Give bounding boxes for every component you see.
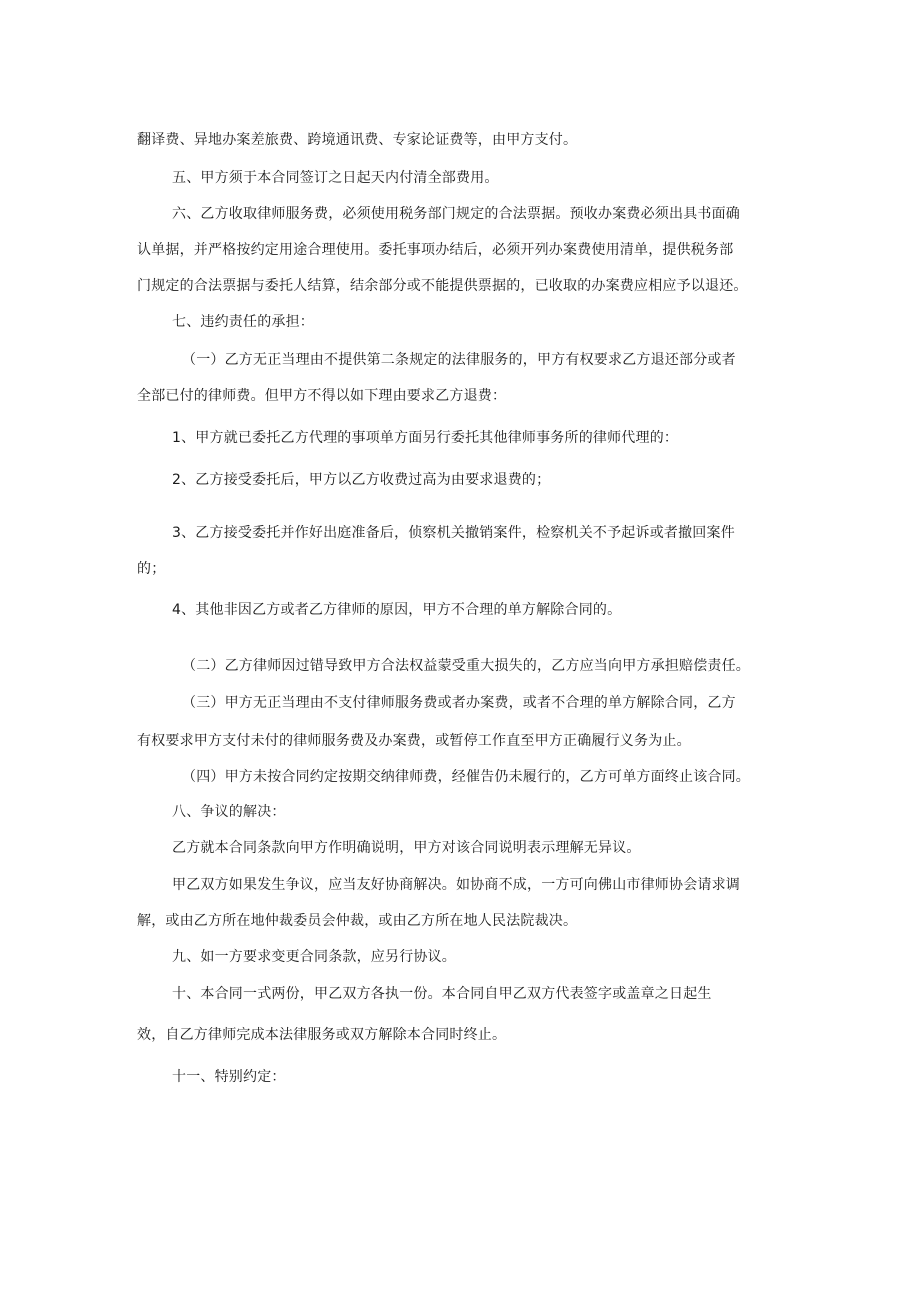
clause-10-line-1: 十、本合同一式两份，甲乙双方各执一份。本合同自甲乙双方代表签字或盖章之日起生 xyxy=(172,986,712,1002)
clause-7-3-line-1: （三）甲方无正当理由不支付律师服务费或者办案费，或者不合理的单方解除合同，乙方 xyxy=(182,695,736,711)
clause-6-line-3: 门规定的合法票据与委托人结算，结余部分或不能提供票据的，已收取的办案费应相应予以退还。 xyxy=(137,278,748,294)
clause-6-line-1: 六、乙方收取律师服务费，必须使用税务部门规定的合法票据。预收办案费必须出具书面确 xyxy=(172,206,740,222)
clause-7-1-line-2: 全部已付的律师费。但甲方不得以如下理由要求乙方退费： xyxy=(137,388,507,404)
clause-7-4: （四）甲方未按合同约定按期交纳律师费，经催告仍未履行的，乙方可单方面终止该合同。 xyxy=(182,769,750,785)
clause-7-1-item-3-line-2: 的； xyxy=(137,561,166,577)
clause-8-line-2: 甲乙双方如果发生争议，应当友好协商解决。如协商不成，一方可向佛山市律师协会请求调 xyxy=(172,877,740,893)
clause-8-line-3: 解，或由乙方所在地仲裁委员会仲裁，或由乙方所在地人民法院裁决。 xyxy=(137,913,578,929)
clause-7-1-item-1: 1、甲方就已委托乙方代理的事项单方面另行委托其他律师事务所的律师代理的： xyxy=(172,430,679,446)
text-line-expenses: 翻译费、异地办案差旅费、跨境通讯费、专家论证费等，由甲方支付。 xyxy=(137,132,578,148)
clause-7-1-item-4: 4、其他非因乙方或者乙方律师的原因，甲方不合理的单方解除合同的。 xyxy=(172,602,622,618)
clause-11-heading: 十一、特别约定： xyxy=(172,1069,286,1085)
clause-6-line-2: 认单据，并严格按约定用途合理使用。委托事项办结后，必须开列办案费使用清单，提供税务部 xyxy=(137,242,734,258)
clause-7-2: （二）乙方律师因过错导致甲方合法权益蒙受重大损失的，乙方应当向甲方承担赔偿责任。 xyxy=(182,658,750,674)
clause-7-3-line-2: 有权要求甲方支付未付的律师服务费及办案费，或暂停工作直至甲方正确履行义务为止。 xyxy=(137,733,691,749)
clause-9: 九、如一方要求变更合同条款，应另行协议。 xyxy=(172,949,456,965)
clause-7-1-item-2: 2、乙方接受委托后，甲方以乙方收费过高为由要求退费的； xyxy=(172,472,551,488)
clause-8-line-1: 乙方就本合同条款向甲方作明确说明，甲方对该合同说明表示理解无异议。 xyxy=(172,840,641,856)
clause-7-heading: 七、违约责任的承担： xyxy=(172,314,314,330)
clause-7-1-line-1: （一）乙方无正当理由不提供第二条规定的法律服务的，甲方有权要求乙方退还部分或者 xyxy=(182,352,736,368)
clause-8-heading: 八、争议的解决： xyxy=(172,804,286,820)
clause-7-1-item-3-line-1: 3、乙方接受委托并作好出庭准备后，侦察机关撤销案件，检察机关不予起诉或者撤回案件 xyxy=(172,525,735,541)
clause-10-line-2: 效，自乙方律师完成本法律服务或双方解除本合同时终止。 xyxy=(137,1027,507,1043)
clause-5: 五、甲方须于本合同签订之日起天内付清全部费用。 xyxy=(172,170,499,186)
